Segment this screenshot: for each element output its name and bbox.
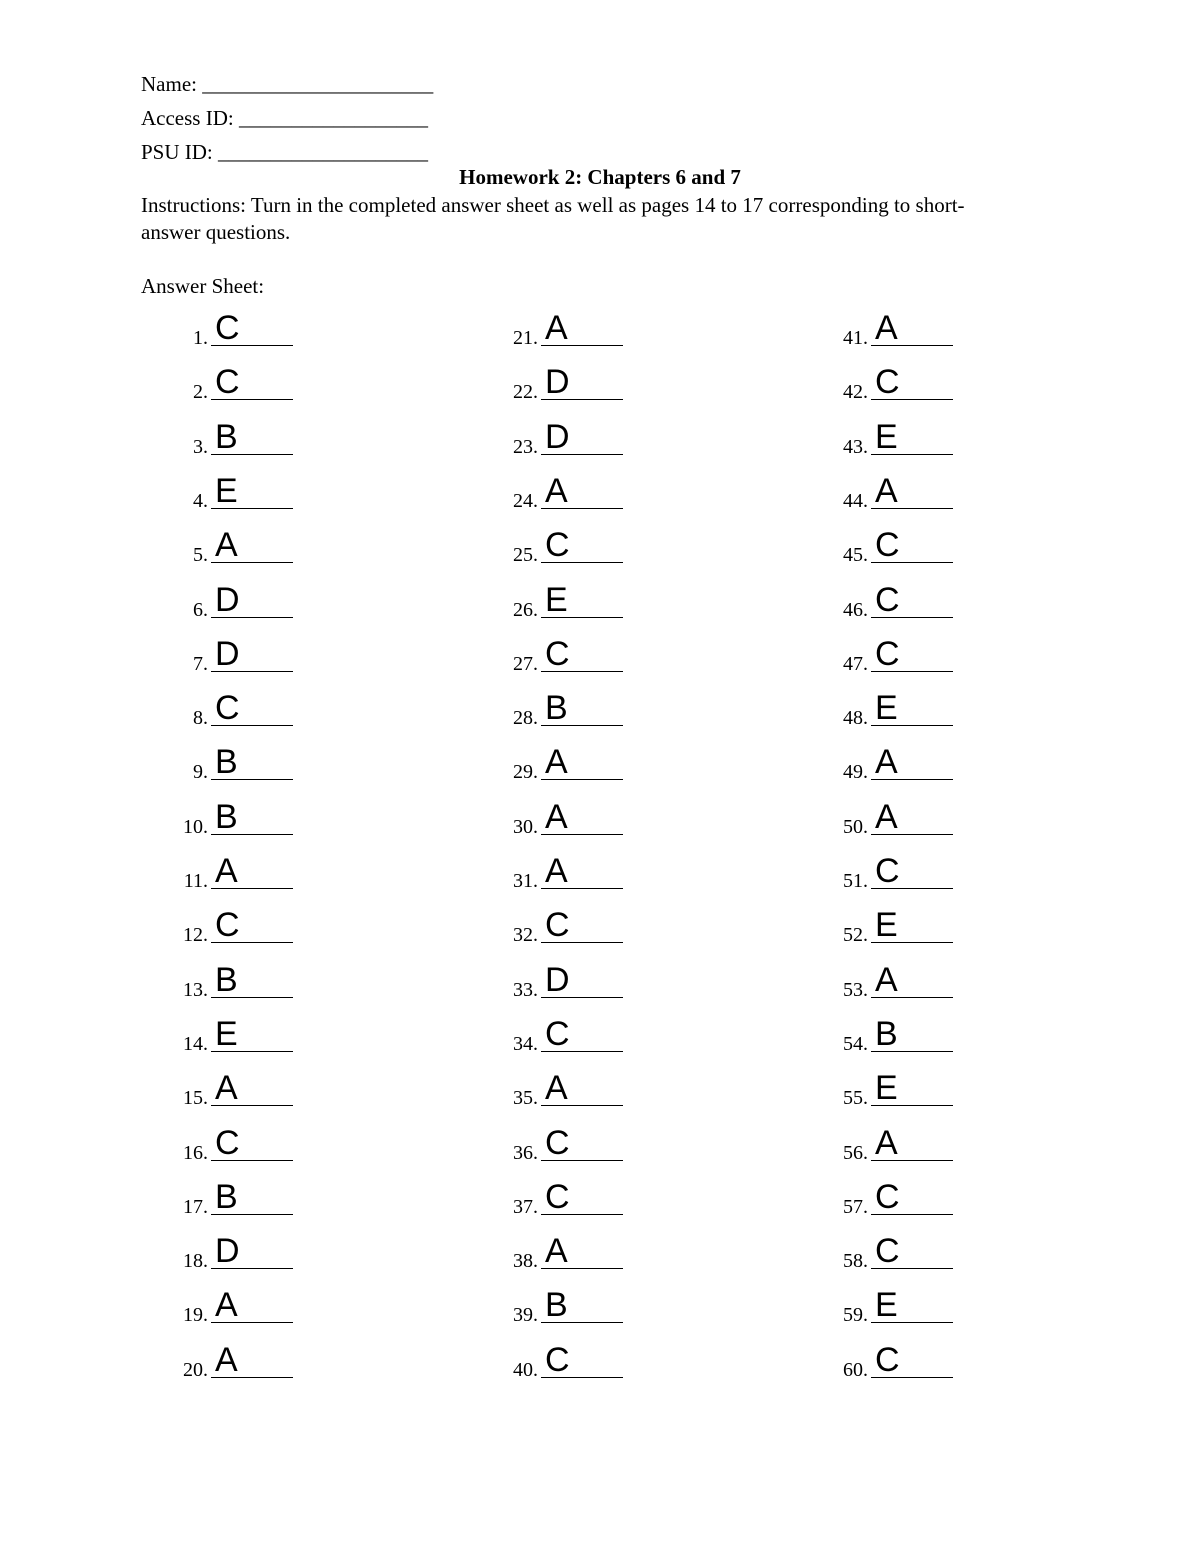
answer-letter: C [545, 1340, 570, 1379]
answer-letter: C [875, 1232, 900, 1271]
answer-letter: E [875, 1069, 898, 1108]
answer-letter: B [215, 797, 238, 836]
question-number: 60. [843, 1358, 868, 1381]
answer-letter: C [875, 526, 900, 565]
question-number: 56. [843, 1141, 868, 1164]
answer-letter: D [545, 417, 570, 456]
answer-letter: A [545, 1069, 568, 1108]
question-number: 7. [193, 652, 208, 675]
question-number: 57. [843, 1195, 868, 1218]
answer-letter: A [215, 1340, 238, 1379]
answer-letter: A [875, 309, 898, 347]
question-number: 52. [843, 924, 868, 947]
question-number: 42. [843, 381, 868, 404]
answer-letter: C [545, 1177, 570, 1216]
answer-letter: C [215, 1123, 240, 1162]
answer-letter: B [215, 1177, 238, 1216]
answer-letter: A [545, 743, 568, 782]
answer-letter: E [875, 689, 898, 728]
question-number: 1. [193, 327, 208, 349]
question-number: 54. [843, 1032, 868, 1055]
question-number: 29. [513, 761, 538, 784]
question-number: 10. [183, 815, 208, 838]
answer-letter: A [545, 309, 568, 347]
question-number: 20. [183, 1358, 208, 1381]
answer-letter: C [215, 309, 240, 347]
question-number: 12. [183, 924, 208, 947]
question-number: 31. [513, 870, 538, 892]
answer-letter: C [215, 363, 240, 402]
question-number: 16. [183, 1141, 208, 1164]
question-number: 2. [193, 381, 208, 404]
question-number: 58. [843, 1250, 868, 1273]
answer-letter: D [215, 634, 240, 673]
answer-letter: B [215, 743, 238, 782]
answer-letter: D [545, 363, 570, 402]
question-number: 25. [513, 544, 538, 567]
answer-letter: C [545, 1123, 570, 1162]
question-number: 6. [193, 598, 208, 621]
answer-letter: E [215, 1014, 238, 1053]
question-number: 33. [513, 978, 538, 1001]
question-number: 14. [183, 1032, 208, 1055]
answer-letter: C [875, 580, 900, 619]
question-number: 40. [513, 1358, 538, 1381]
answer-letter: A [875, 1123, 898, 1162]
answer-letter: C [215, 689, 240, 728]
answer-letter: B [215, 960, 238, 999]
question-number: 46. [843, 598, 868, 621]
answer-letter: A [545, 1232, 568, 1271]
answer-letter: C [545, 1014, 570, 1053]
answer-letter: A [545, 471, 568, 510]
question-number: 36. [513, 1141, 538, 1164]
question-number: 53. [843, 978, 868, 1001]
question-number: 51. [843, 870, 868, 892]
answer-letter: D [215, 1232, 240, 1271]
answer-sheet-label: Answer Sheet: [141, 274, 265, 298]
answer-letter: A [545, 797, 568, 836]
page-title: Homework 2: Chapters 6 and 7 [459, 165, 741, 189]
answer-letter: B [545, 1286, 568, 1325]
answer-letter: C [875, 1177, 900, 1216]
answer-letter: C [545, 526, 570, 565]
question-number: 37. [513, 1195, 538, 1218]
question-number: 21. [513, 327, 538, 349]
question-number: 3. [193, 435, 208, 458]
question-number: 30. [513, 815, 538, 838]
answer-letter: C [545, 634, 570, 673]
answer-letter: A [875, 471, 898, 510]
question-number: 34. [513, 1032, 538, 1055]
question-number: 8. [193, 707, 208, 730]
answer-letter: E [875, 1286, 898, 1325]
answer-letter: C [875, 363, 900, 402]
answer-letter: C [545, 906, 570, 945]
question-number: 26. [513, 598, 538, 621]
answer-letter: A [215, 852, 238, 890]
answer-letter: A [215, 526, 238, 565]
question-number: 19. [183, 1304, 208, 1327]
question-number: 41. [843, 327, 868, 349]
answer-letter: C [215, 906, 240, 945]
answer-letter: D [545, 960, 570, 999]
question-number: 47. [843, 652, 868, 675]
question-number: 4. [193, 489, 208, 512]
answer-letter: B [545, 689, 568, 728]
answer-letter: D [215, 580, 240, 619]
answer-letter: C [875, 852, 900, 890]
question-number: 39. [513, 1304, 538, 1327]
answer-letter: E [545, 580, 568, 619]
question-number: 49. [843, 761, 868, 784]
question-number: 22. [513, 381, 538, 404]
question-number: 13. [183, 978, 208, 1001]
answer-letter: A [215, 1069, 238, 1108]
question-number: 55. [843, 1087, 868, 1110]
answer-letter: E [875, 417, 898, 456]
answer-letter: E [875, 906, 898, 945]
name-field[interactable]: Name: ______________________ [141, 72, 434, 96]
question-number: 5. [193, 544, 208, 567]
question-number: 48. [843, 707, 868, 730]
question-number: 43. [843, 435, 868, 458]
psu-id-field[interactable]: PSU ID: ____________________ [141, 140, 429, 164]
question-number: 18. [183, 1250, 208, 1273]
question-number: 35. [513, 1087, 538, 1110]
answer-letter: B [215, 417, 238, 456]
question-number: 15. [183, 1087, 208, 1110]
answer-letter: C [875, 1340, 900, 1379]
question-number: 24. [513, 489, 538, 512]
instructions-text: Instructions: Turn in the completed answer sheet as well as pages 14 to 17 corresponding to short-answer questions. [141, 193, 965, 244]
answer-letter: A [875, 797, 898, 836]
question-number: 11. [183, 870, 208, 892]
question-number: 44. [843, 489, 868, 512]
question-number: 23. [513, 435, 538, 458]
answer-letter: B [875, 1014, 898, 1053]
access-id-field[interactable]: Access ID: __________________ [141, 106, 428, 130]
question-number: 27. [513, 652, 538, 675]
question-number: 32. [513, 924, 538, 947]
question-number: 28. [513, 707, 538, 730]
answer-letter: A [875, 960, 898, 999]
question-number: 50. [843, 815, 868, 838]
question-number: 9. [193, 761, 208, 784]
question-number: 38. [513, 1250, 538, 1273]
answer-letter: E [215, 471, 238, 510]
answer-letter: A [545, 852, 568, 890]
question-number: 45. [843, 544, 868, 567]
question-number: 59. [843, 1304, 868, 1327]
answer-letter: C [875, 634, 900, 673]
question-number: 17. [183, 1195, 208, 1218]
answer-letter: A [215, 1286, 238, 1325]
answer-letter: A [875, 743, 898, 782]
